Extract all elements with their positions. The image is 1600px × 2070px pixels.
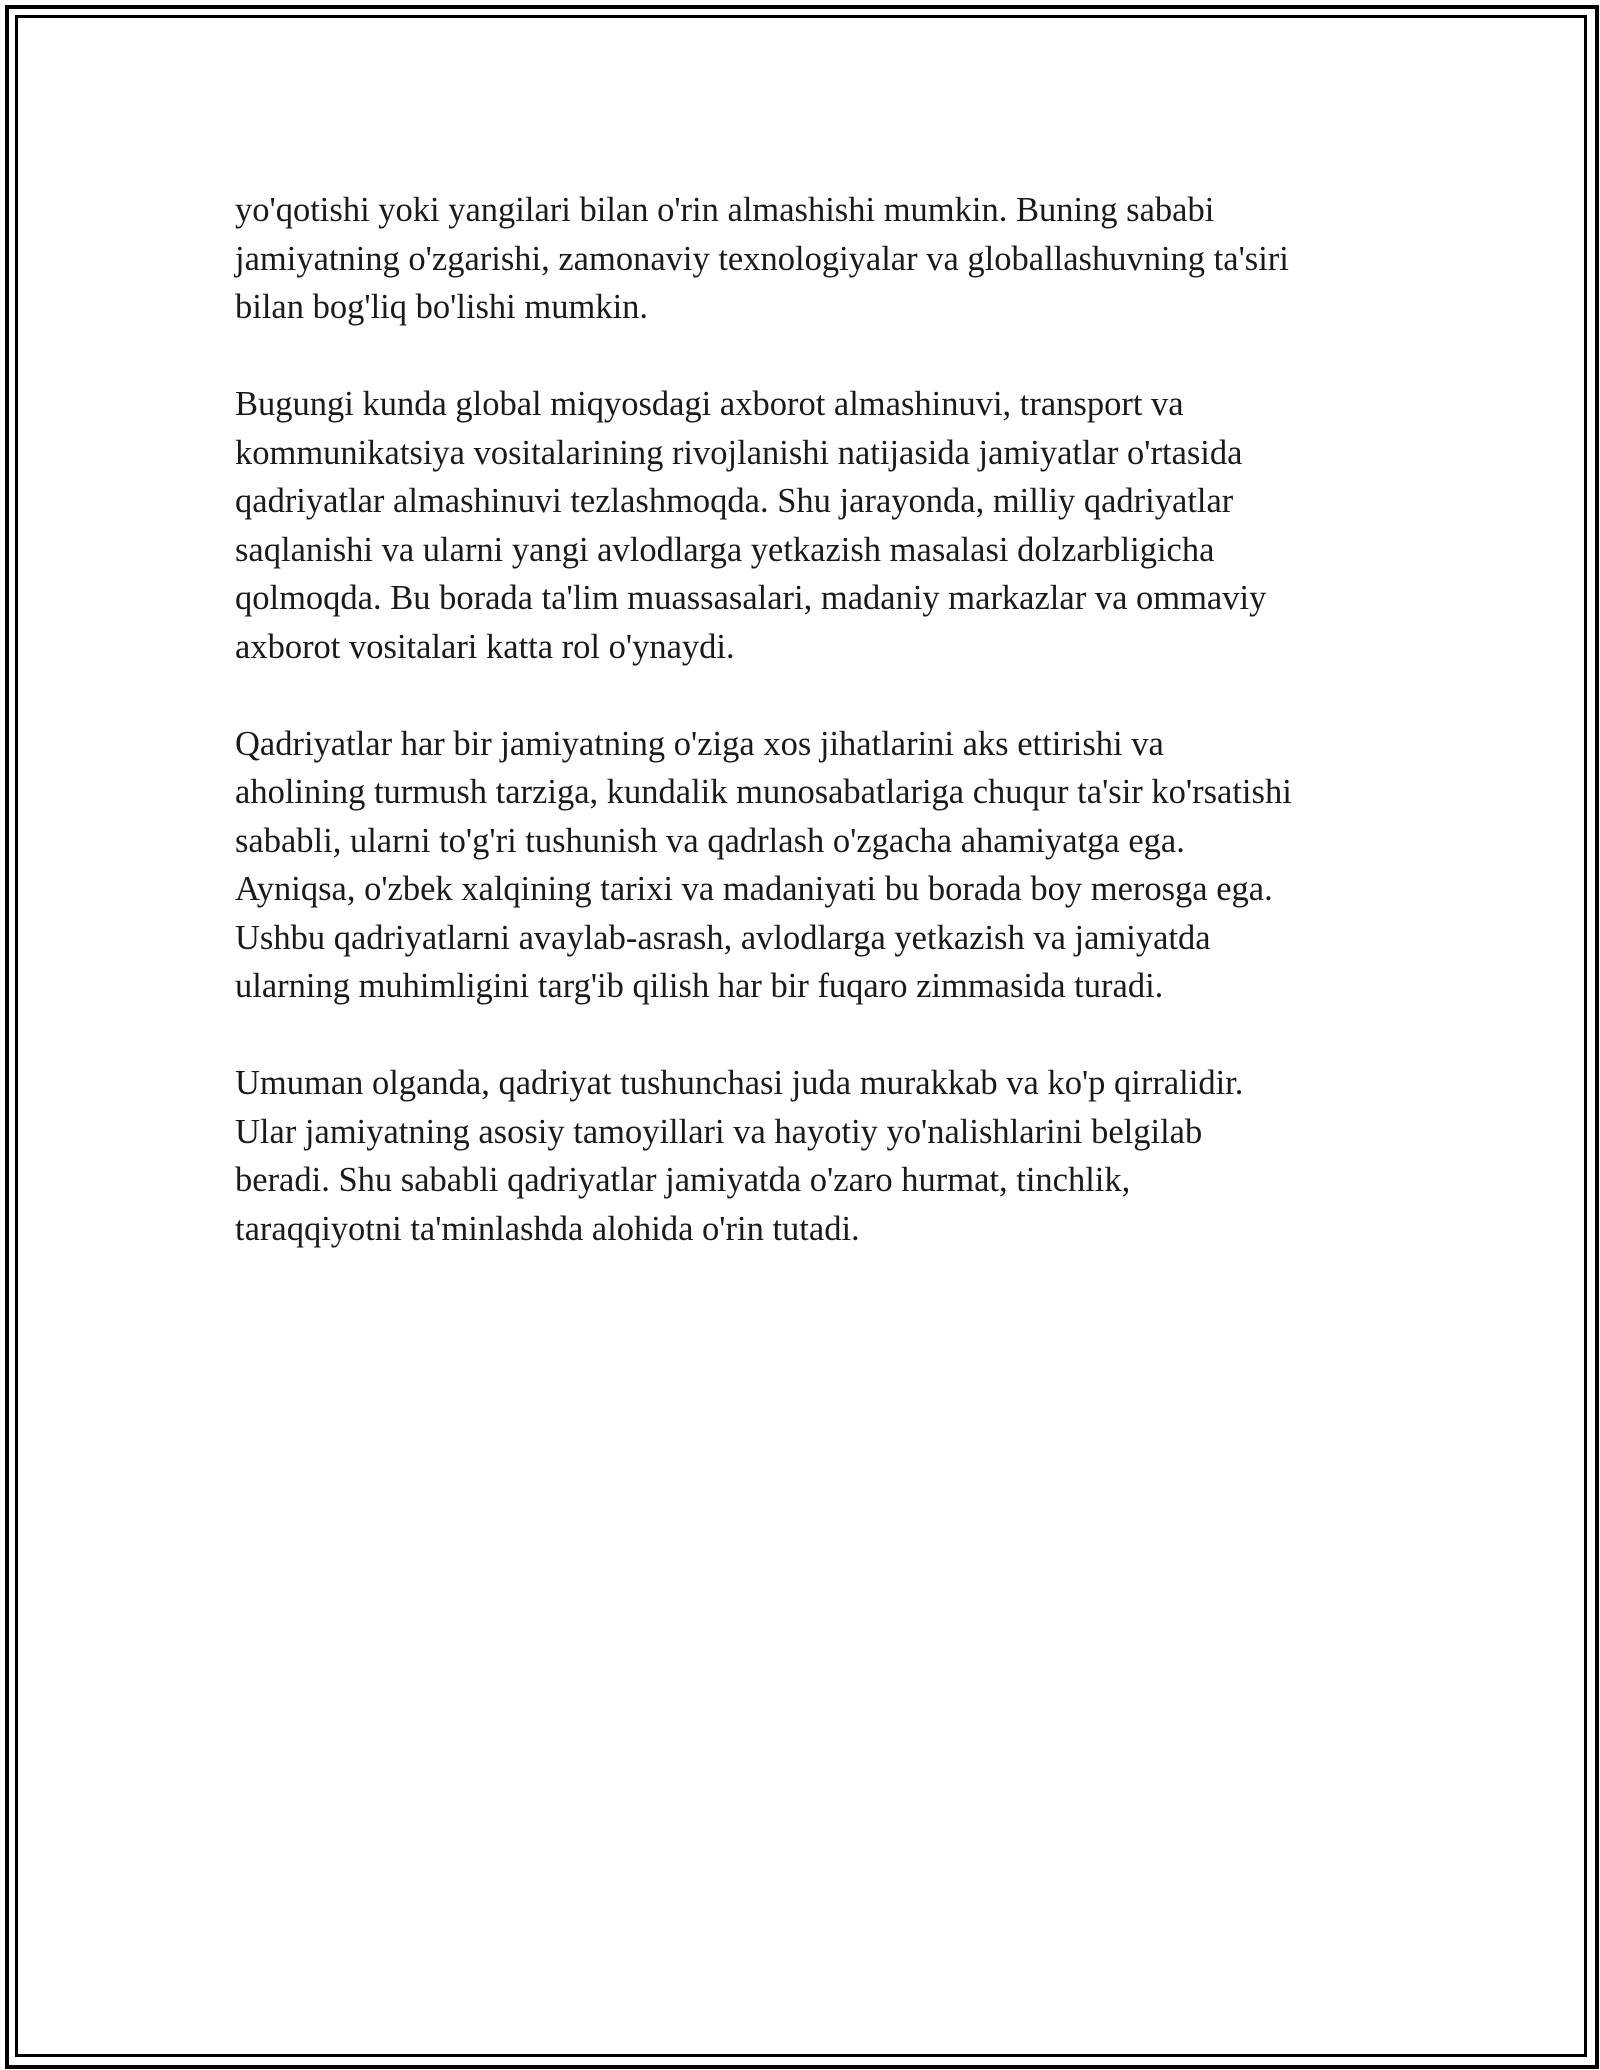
document-body (235, 186, 1385, 1253)
paragraph-2: Bugungi kunda global miqyosdagi axborot almashinuvi, transport va kommunikatsiya vositalarining rivojlanishi natijasida jamiyatlar o'rtasida qadriyatlar almashinuvi tezlashmoqda. Shu jarayonda, milliy qadriyatlar saqlanishi va ularni yangi avlodlarga yetkazish masalasi dolzarbligicha qolmoqda. Bu borada ta'lim muassasalari, madaniy markazlar va ommaviy axborot vositalari katta rol o'ynaydi. (235, 385, 1267, 666)
paragraph-4: Umuman olganda, qadriyat tushunchasi juda murakkab va ko'p qirralidir. Ular jamiyatning asosiy tamoyillari va hayotiy yo'nalishlarini belgilab beradi. Shu sababli qadriyatlar jamiyatda o'zaro hurmat, tinchlik, taraqqiyotni ta'minlashda alohida o'rin tutadi. (235, 1064, 1244, 1248)
paragraph-1: yo'qotishi yoki yangilari bilan o'rin almashishi mumkin. Buning sababi jamiyatning o'zgarishi, zamonaviy texnologiyalar va globallashuvning ta'siri bilan bog'liq bo'lishi mumkin. (235, 191, 1289, 326)
paragraph-3: Qadriyatlar har bir jamiyatning o'ziga xos jihatlarini aks ettirishi va aholining turmush tarziga, kundalik munosabatlariga chuqur ta'sir ko'rsatishi sababli, ularni to'g'ri tushunish va qadrlash o'zgacha ahamiyatga ega. Ayniqsa, o'zbek xalqining tarixi va madaniyati bu borada boy merosga ega. Ushbu qadriyatlarni avaylab-asrash, avlodlarga yetkazish va jamiyatda ularning muhimligini targ'ib qilish har bir fuqaro zimmasida turadi. (235, 724, 1292, 1005)
